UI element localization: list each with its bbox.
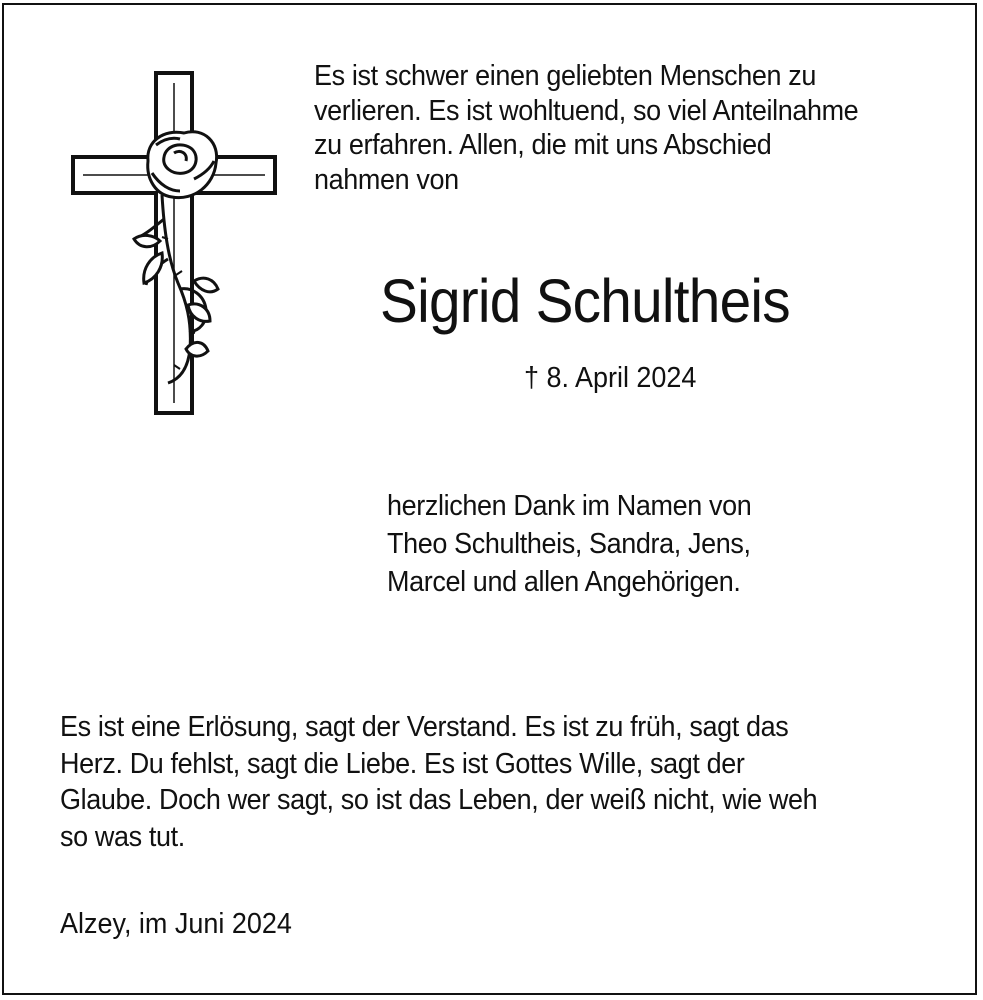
quote-line: Glaube. Doch wer sagt, so ist das Leben, der weiß nicht, wie weh (60, 784, 818, 817)
thanks-line: Marcel und allen Angehörigen. (387, 566, 741, 598)
quote-line: Herz. Du fehlst, sagt die Liebe. Es ist Gottes Wille, sagt der (60, 747, 745, 780)
quote-line: so was tut. (60, 821, 185, 854)
thanks-text (387, 487, 871, 601)
cross-rose-graphic (68, 69, 283, 419)
place-and-date: Alzey, im Juni 2024 (60, 908, 292, 940)
thanks-line: Theo Schultheis, Sandra, Jens, (387, 528, 751, 560)
death-date: † 8. April 2024 (524, 362, 697, 394)
deceased-name: Sigrid Schultheis (380, 267, 790, 335)
intro-line: zu erfahren. Allen, die mit uns Abschied (314, 129, 772, 161)
cross-with-rose-icon (68, 69, 283, 419)
quote-line: Es ist eine Erlösung, sagt der Verstand. Es ist zu früh, sagt das (60, 711, 789, 743)
intro-line: verlieren. Es ist wohltuend, so viel Anteilnahme (314, 94, 859, 127)
obituary-frame (2, 3, 977, 995)
intro-text (314, 59, 909, 197)
intro-line: Es ist schwer einen geliebten Menschen zu (314, 60, 816, 92)
memorial-quote (60, 709, 925, 856)
intro-line: nahmen von (314, 163, 459, 196)
thanks-line: herzlichen Dank im Namen von (387, 490, 752, 522)
